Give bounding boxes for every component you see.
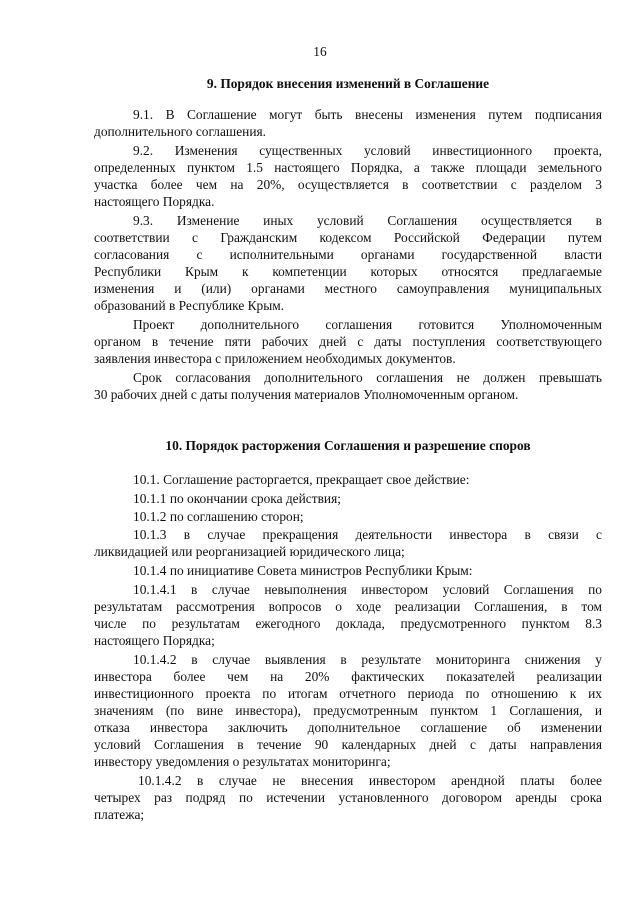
paragraph-line: инвестора более чем на 20% фактических показателей реализации (94, 669, 602, 684)
paragraph-line: соответствии с Гражданским кодексом Российской Федерации путем (94, 230, 602, 245)
paragraph-line: Срок согласования дополнительного соглашения не должен превышать (133, 370, 602, 385)
paragraph-line: 9.2. Изменения существенных условий инвестиционного проекта, (133, 143, 602, 158)
paragraph-line: 10.1.4.2 в случае выявления в результате мониторинга снижения у (133, 652, 602, 667)
paragraph-line: значениям (по вине инвестора), предусмотренным пунктом 1 Соглашения, и (94, 703, 602, 718)
paragraph-line: четырех раз подряд по истечении установленного договором аренды срока (94, 790, 602, 805)
section-10-heading: 10. Порядок расторжения Соглашения и разрешение споров (165, 438, 531, 453)
paragraph-line: 10.1.1 по окончании срока действия; (133, 491, 341, 506)
paragraph-line: ликвидацией или реорганизацией юридического лица; (94, 544, 405, 559)
paragraph-line: 10.1.4 по инициативе Совета министров Республики Крым: (133, 563, 473, 578)
paragraph-line: 30 рабочих дней с даты получения материалов Уполномоченным органом. (94, 387, 519, 402)
paragraph-line: отказа инвестора заключить дополнительное соглашение об изменении (94, 720, 602, 735)
paragraph-line: изменения и (или) органами местного самоуправления муниципальных (94, 281, 602, 296)
paragraph-line: 10.1.2 по соглашению сторон; (133, 509, 304, 524)
paragraph-line: настоящего Порядка. (94, 194, 215, 209)
paragraph-line: образований в Республике Крым. (94, 298, 285, 313)
paragraph-line: 9.1. В Соглашение могут быть внесены изменения путем подписания (133, 107, 602, 122)
paragraph-line: 9.3. Изменение иных условий Соглашения осуществляется в (133, 213, 602, 228)
paragraph-line: участка более чем на 20%, осуществляется в соответствии с разделом 3 (94, 177, 602, 192)
paragraph-line: настоящего Порядка; (94, 633, 215, 648)
paragraph-line: дополнительного соглашения. (94, 124, 267, 139)
page-number: 16 (313, 44, 327, 59)
paragraph-line: платежа; (94, 807, 145, 822)
paragraph-line: 10.1.3 в случае прекращения деятельности инвестора в связи с (133, 527, 602, 542)
paragraph-line: числе по результатам ежегодного доклада, предусмотренного пунктом 8.3 (94, 616, 602, 631)
paragraph-line: результатам рассмотрения вопросов о ходе реализации Соглашения, в том (94, 599, 602, 614)
paragraph-line: инвестиционного проекта по итогам отчетного периода по отношению к их (94, 686, 602, 701)
paragraph-line: инвестору уведомления о результатах мониторинга; (94, 754, 391, 769)
paragraph-line: 10.1. Соглашение расторгается, прекращает свое действие: (133, 472, 470, 487)
paragraph-line: условий Соглашения в течение 90 календарных дней с даты направления (94, 737, 602, 752)
paragraph-line: 10.1.4.1 в случае невыполнения инвестором условий Соглашения по (133, 582, 602, 597)
section-9-heading: 9. Порядок внесения изменений в Соглашение (206, 76, 490, 91)
paragraph-line: согласования с исполнительными органами государственной власти (94, 247, 602, 262)
paragraph-line: заявления инвестора с приложением необходимых документов. (94, 351, 456, 366)
paragraph-line: Проект дополнительного соглашения готовится Уполномоченным (133, 317, 602, 332)
paragraph-line: 10.1.4.2 в случае не внесения инвестором арендной платы более (138, 773, 602, 788)
paragraph-line: определенных пунктом 1.5 настоящего Порядка, а также площади земельного (94, 160, 602, 175)
paragraph-line: органом в течение пяти рабочих дней с даты поступления соответствующего (94, 334, 602, 349)
paragraph-line: Республики Крым к компетенции которых относятся предлагаемые (94, 264, 602, 279)
